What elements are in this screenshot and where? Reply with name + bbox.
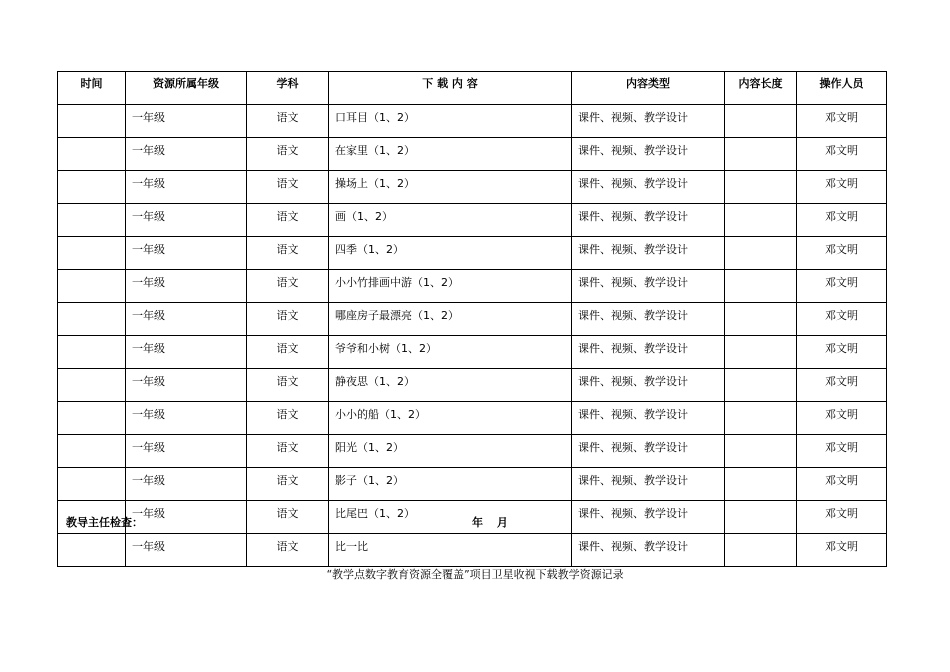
cell-length — [725, 303, 797, 336]
table-row — [58, 237, 887, 270]
cell-grade: 一年级 — [126, 501, 247, 534]
cell-length — [725, 237, 797, 270]
cell-content: 比一比 — [329, 534, 572, 567]
header-type: 内容类型 — [572, 72, 725, 105]
cell-type: 课件、视频、教学设计 — [572, 435, 725, 468]
cell-content: 小小竹排画中游（1、2） — [329, 270, 572, 303]
cell-time — [58, 435, 126, 468]
cell-grade: 一年级 — [126, 204, 247, 237]
table-row — [58, 105, 887, 138]
cell-time — [58, 534, 126, 567]
cell-time — [58, 303, 126, 336]
cell-type: 课件、视频、教学设计 — [572, 303, 725, 336]
cell-time — [58, 171, 126, 204]
cell-type: 课件、视频、教学设计 — [572, 402, 725, 435]
cell-subject: 语文 — [247, 270, 329, 303]
cell-length — [725, 402, 797, 435]
header-grade: 资源所属年级 — [126, 72, 247, 105]
cell-operator: 邓文明 — [797, 138, 887, 171]
cell-time — [58, 468, 126, 501]
cell-content: 比尾巴（1、2） — [329, 501, 572, 534]
cell-time — [58, 369, 126, 402]
cell-operator: 邓文明 — [797, 303, 887, 336]
cell-length — [725, 105, 797, 138]
cell-content: 操场上（1、2） — [329, 171, 572, 204]
cell-subject: 语文 — [247, 369, 329, 402]
table-row — [58, 171, 887, 204]
table-row — [58, 369, 887, 402]
header-subject: 学科 — [247, 72, 329, 105]
cell-subject: 语文 — [247, 534, 329, 567]
cell-content: 在家里（1、2） — [329, 138, 572, 171]
table-header-row — [58, 72, 887, 105]
cell-type: 课件、视频、教学设计 — [572, 270, 725, 303]
cell-type: 课件、视频、教学设计 — [572, 501, 725, 534]
table-row — [58, 468, 887, 501]
cell-type: 课件、视频、教学设计 — [572, 171, 725, 204]
cell-operator: 邓文明 — [797, 237, 887, 270]
cell-subject: 语文 — [247, 138, 329, 171]
cell-length — [725, 336, 797, 369]
cell-grade: 一年级 — [126, 402, 247, 435]
table-row — [58, 303, 887, 336]
cell-time — [58, 138, 126, 171]
cell-content: 画（1、2） — [329, 204, 572, 237]
cell-operator: 邓文明 — [797, 435, 887, 468]
cell-subject: 语文 — [247, 171, 329, 204]
table-body — [58, 105, 887, 567]
date-label: 年 月 — [472, 516, 508, 529]
cell-operator: 邓文明 — [797, 270, 887, 303]
cell-subject: 语文 — [247, 435, 329, 468]
table-row — [58, 534, 887, 567]
cell-length — [725, 171, 797, 204]
cell-type: 课件、视频、教学设计 — [572, 468, 725, 501]
cell-subject: 语文 — [247, 204, 329, 237]
cell-time — [58, 336, 126, 369]
cell-subject: 语文 — [247, 336, 329, 369]
cell-type: 课件、视频、教学设计 — [572, 534, 725, 567]
document-caption: “教学点数字教育资源全覆盖”项目卫星收视下载教学资源记录 — [326, 568, 624, 581]
table-row — [58, 204, 887, 237]
cell-type: 课件、视频、教学设计 — [572, 204, 725, 237]
cell-length — [725, 270, 797, 303]
cell-operator: 邓文明 — [797, 501, 887, 534]
cell-content: 口耳目（1、2） — [329, 105, 572, 138]
cell-type: 课件、视频、教学设计 — [572, 138, 725, 171]
table-row — [58, 402, 887, 435]
cell-grade: 一年级 — [126, 105, 247, 138]
cell-length — [725, 369, 797, 402]
cell-grade: 一年级 — [126, 138, 247, 171]
cell-grade: 一年级 — [126, 534, 247, 567]
table-row — [58, 138, 887, 171]
cell-operator: 邓文明 — [797, 204, 887, 237]
cell-operator: 邓文明 — [797, 468, 887, 501]
cell-grade: 一年级 — [126, 369, 247, 402]
cell-type: 课件、视频、教学设计 — [572, 369, 725, 402]
table-row — [58, 336, 887, 369]
cell-subject: 语文 — [247, 105, 329, 138]
cell-length — [725, 468, 797, 501]
header-length: 内容长度 — [725, 72, 797, 105]
cell-length — [725, 534, 797, 567]
cell-operator: 邓文明 — [797, 105, 887, 138]
header-time: 时间 — [58, 72, 126, 105]
cell-content: 哪座房子最漂亮（1、2） — [329, 303, 572, 336]
cell-operator: 邓文明 — [797, 369, 887, 402]
cell-subject: 语文 — [247, 237, 329, 270]
cell-length — [725, 204, 797, 237]
cell-grade: 一年级 — [126, 237, 247, 270]
cell-type: 课件、视频、教学设计 — [572, 105, 725, 138]
cell-grade: 一年级 — [126, 468, 247, 501]
cell-length — [725, 501, 797, 534]
cell-content: 四季（1、2） — [329, 237, 572, 270]
cell-length — [725, 435, 797, 468]
cell-subject: 语文 — [247, 303, 329, 336]
cell-operator: 邓文明 — [797, 402, 887, 435]
header-operator: 操作人员 — [797, 72, 887, 105]
cell-grade: 一年级 — [126, 336, 247, 369]
cell-content: 静夜思（1、2） — [329, 369, 572, 402]
cell-subject: 语文 — [247, 501, 329, 534]
cell-content: 阳光（1、2） — [329, 435, 572, 468]
table-row — [58, 435, 887, 468]
cell-type: 课件、视频、教学设计 — [572, 336, 725, 369]
cell-time — [58, 105, 126, 138]
cell-grade: 一年级 — [126, 270, 247, 303]
cell-length — [725, 138, 797, 171]
director-check-label: 教导主任检查： — [66, 516, 143, 529]
cell-grade: 一年级 — [126, 303, 247, 336]
cell-operator: 邓文明 — [797, 534, 887, 567]
cell-time — [58, 402, 126, 435]
cell-operator: 邓文明 — [797, 336, 887, 369]
cell-grade: 一年级 — [126, 435, 247, 468]
header-content: 下 载 内 容 — [329, 72, 572, 105]
cell-time — [58, 270, 126, 303]
resource-record-table — [57, 71, 887, 567]
cell-content: 影子（1、2） — [329, 468, 572, 501]
cell-subject: 语文 — [247, 402, 329, 435]
cell-content: 小小的船（1、2） — [329, 402, 572, 435]
cell-operator: 邓文明 — [797, 171, 887, 204]
cell-grade: 一年级 — [126, 171, 247, 204]
cell-subject: 语文 — [247, 468, 329, 501]
table-row — [58, 270, 887, 303]
cell-time — [58, 204, 126, 237]
cell-content: 爷爷和小树（1、2） — [329, 336, 572, 369]
cell-type: 课件、视频、教学设计 — [572, 237, 725, 270]
cell-time — [58, 237, 126, 270]
